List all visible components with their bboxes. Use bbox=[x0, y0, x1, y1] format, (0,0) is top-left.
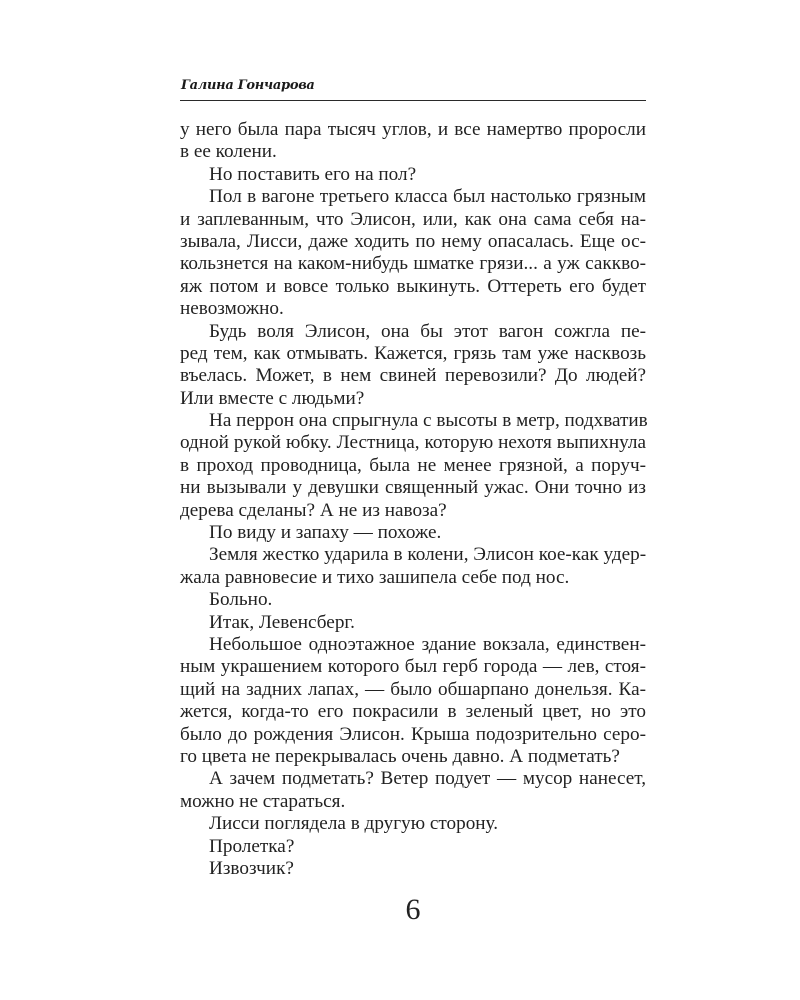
text-line: Лисси поглядела в другую сторону. bbox=[209, 813, 499, 835]
text-line: можно не стараться. bbox=[180, 790, 346, 812]
page-number: 6 bbox=[405, 893, 421, 926]
paragraph bbox=[180, 612, 646, 634]
text-line: одной рукой юбку. Лестница, которую нехотя выпихнула bbox=[180, 432, 646, 454]
text-line: зывала, Лисси, даже ходить по нему опасалась. Еще ос- bbox=[180, 230, 646, 252]
paragraph bbox=[180, 522, 646, 544]
text-line: въелась. Может, в нем свиней перевозили? До людей? bbox=[180, 365, 646, 387]
text-line: жется, когда-то его покрасили в зеленый цвет, но это bbox=[180, 701, 646, 723]
paragraph bbox=[180, 186, 646, 320]
text-line: в проход проводница, была не менее грязной, а поруч- bbox=[180, 454, 646, 476]
text-line: На перрон она спрыгнула с высоты в метр, подхватив bbox=[209, 410, 648, 432]
paragraph bbox=[180, 544, 646, 589]
paragraph bbox=[180, 119, 646, 164]
text-line: ред тем, как отмывать. Кажется, грязь там уже насквозь bbox=[180, 342, 646, 364]
text-line: жала равновесие и тихо зашипела себе под нос. bbox=[180, 566, 570, 588]
text-line: щий на задних лапах, — было обшарпано донельзя. Ка- bbox=[180, 678, 646, 700]
paragraph bbox=[180, 589, 646, 611]
paragraph bbox=[180, 164, 646, 186]
text-line: ным украшением которого был герб города — лев, стоя- bbox=[180, 656, 646, 678]
text-line: Но поставить его на пол? bbox=[209, 163, 417, 185]
text-line: кользнется на каком-нибудь шматке грязи... а уж саккво- bbox=[180, 253, 646, 275]
running-header-author: Галина Гончарова bbox=[181, 78, 315, 93]
paragraph bbox=[180, 836, 646, 858]
text-line: Небольшое одноэтажное здание вокзала, единствен- bbox=[209, 633, 646, 655]
text-line: в ее колени. bbox=[180, 141, 277, 163]
text-line: Итак, Левенсберг. bbox=[209, 611, 355, 633]
text-line: Земля жестко ударила в колени, Элисон кое-как удер- bbox=[209, 544, 647, 566]
text-line: Пролетка? bbox=[209, 835, 295, 857]
paragraph bbox=[180, 768, 646, 813]
text-line: и заплеванным, что Элисон, или, как она сама себя на- bbox=[180, 208, 646, 230]
paragraph bbox=[180, 634, 646, 768]
header-rule bbox=[180, 100, 646, 101]
text-line: Извозчик? bbox=[209, 857, 294, 879]
text-line: дерева сделаны? А не из навоза? bbox=[180, 499, 447, 521]
text-line: яж потом и вовсе только выкинуть. Оттереть его будет bbox=[180, 275, 646, 297]
text-line: А зачем подметать? Ветер подует — мусор нанесет, bbox=[209, 768, 646, 790]
text-line: ни вызывали у девушки священный ужас. Они точно из bbox=[180, 477, 646, 499]
paragraph bbox=[180, 858, 646, 880]
paragraph bbox=[180, 813, 646, 835]
text-line: Или вместе с людьми? bbox=[180, 387, 365, 409]
text-line: у него была пара тысяч углов, и все намертво проросли bbox=[180, 119, 646, 140]
paragraph bbox=[180, 410, 646, 522]
body-text bbox=[180, 119, 646, 880]
text-line: Больно. bbox=[209, 589, 273, 611]
text-line: По виду и запаху — похоже. bbox=[209, 522, 442, 544]
paragraph bbox=[180, 321, 646, 411]
text-line: было до рождения Элисон. Крыша подозрительно серо- bbox=[180, 723, 646, 745]
text-line: го цвета не перекрывалась очень давно. А подметать? bbox=[180, 745, 620, 767]
text-line: Пол в вагоне третьего класса был настолько грязным bbox=[209, 186, 646, 208]
text-line: невозможно. bbox=[180, 298, 284, 320]
text-line: Будь воля Элисон, она бы этот вагон сожгла пе- bbox=[209, 320, 646, 342]
